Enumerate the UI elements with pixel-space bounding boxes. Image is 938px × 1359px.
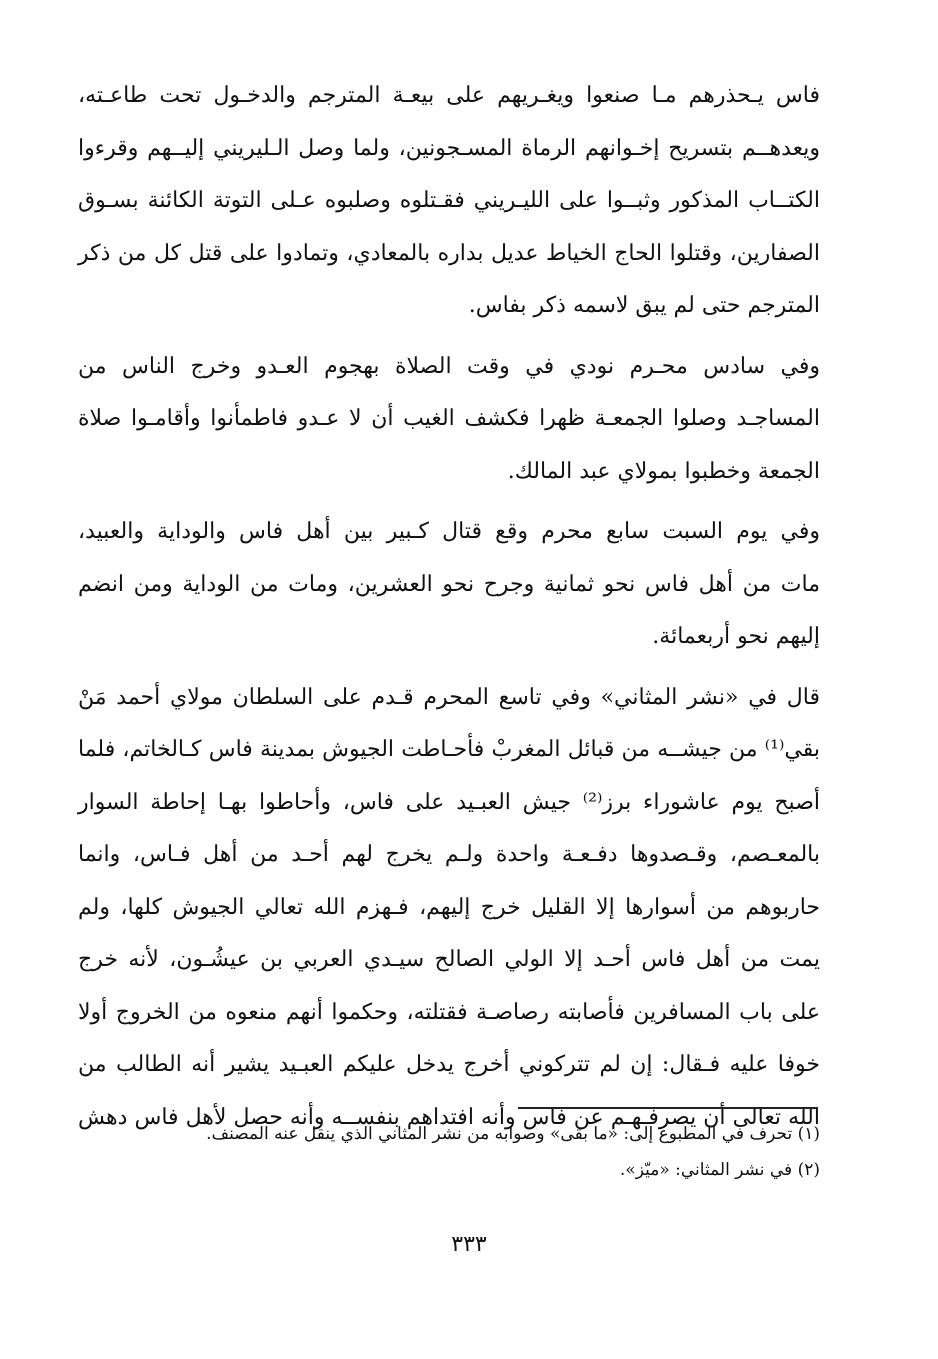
paragraph-2 <box>78 341 820 499</box>
text-line: وفي يوم السبت سابع محرم وقع قتال كـبير بين أهل فاس والوداية والعبيد، <box>78 519 820 544</box>
text-line: بالمعـصم، وقـصدوها دفـعـة واحدة ولـم يخرج لهم أحـد من أهل فـاس، وانما <box>78 842 820 867</box>
text-line: بقي⁽¹⁾ من جيشــه من قبائل المغربْ فأحـاطت الجيوش بمدينة فاس كـالخاتم، فلما <box>78 737 820 762</box>
text-line: الجمعة وخطبوا بمولاي عبد المالك. <box>507 458 820 484</box>
text-line: قال في «نشر المثاني» وفي تاسع المحرم قـدم على السلطان مولاي أحمد مَنْ <box>78 684 820 710</box>
footnotes <box>120 1116 820 1188</box>
text-line: خوفا عليه فـقال: إن لم تتركوني أخرج يدخل عليكم العبـيد يشير أنه الطالب من <box>78 1052 820 1077</box>
text-line: الصفارين، وقتلوا الحاج الخياط عديل بداره بالمعادي، وتمادوا على قتل كل من ذكر <box>78 240 820 266</box>
paragraph-1 <box>78 70 820 333</box>
paragraph-4 <box>78 672 820 1145</box>
footnote-divider <box>518 1107 818 1109</box>
text-line: مات من أهل فاس نحو ثمانية وجرح نحو العشرين، ومات من الوداية ومن انضم <box>78 571 820 597</box>
text-line: الكتــاب المذكور وثبــوا على الليـريني فقـتلوه وصلبوه عـلى التوتة الكائنة بسـوق <box>78 188 820 213</box>
text-line: الله تعالى أن يصرفـهـم عن فاس وأنه افتداهم بنفســه وأنه حصل لأهل فاس دهش <box>78 1104 820 1130</box>
text-line: المترجم حتى لم يبق لاسمه ذكر بفاس. <box>468 293 820 318</box>
text-line: أصبح يوم عاشوراء برز⁽²⁾ جيش العبـيد على فاس، وأحاطوا بهـا إحاطة السوار <box>78 789 820 815</box>
text-line: فاس يـحذرهم مـا صنعوا ويغـريهم على بيعـة المترجم والدخـول تحت طاعـته، <box>78 83 820 108</box>
main-text <box>78 70 820 1152</box>
footnote-2: (٢) في نشر المثاني: «ميّز». <box>619 1160 820 1180</box>
text-line: المساجـد وصلوا الجمعـة ظهرا فكشف الغيب أن لا عـدو فاطمأنوا وأقامـوا صلاة <box>78 406 820 431</box>
text-line: على باب المسافرين فأصابته رصاصـة فقتلته، وحكموا أنهم منعوه من الخروج أولا <box>78 999 820 1025</box>
text-line: وفي سادس محـرم نودي في وقت الصلاة بهجوم العـدو وخرج الناس من <box>78 353 820 379</box>
text-line: ويعدهــم بتسريح إخـوانهم الرماة المسـجونين، ولما وصل الـليريني إليــهم وقرءوا <box>78 135 820 161</box>
text-line: حاربوهم من أسوارها إلا القليل خرج إليهم، فـهزم الله تعالي الجيوش كلها، ولم <box>78 894 820 920</box>
paragraph-3 <box>78 506 820 664</box>
footnote-1: (١) تحرف في المطبوع إلى: «ما بقى» وصوابه من نشر المثاني الذي ينقل عنه المصنف. <box>206 1124 820 1144</box>
text-line: إليهم نحو أربعمائة. <box>652 624 820 649</box>
text-line: يمت من أهل فاس أحـد إلا الولي الصالح سيـدي العربي بن عيشُـون، لأنه خرج <box>78 947 820 972</box>
page-number: ٣٣٣ <box>451 1232 487 1257</box>
